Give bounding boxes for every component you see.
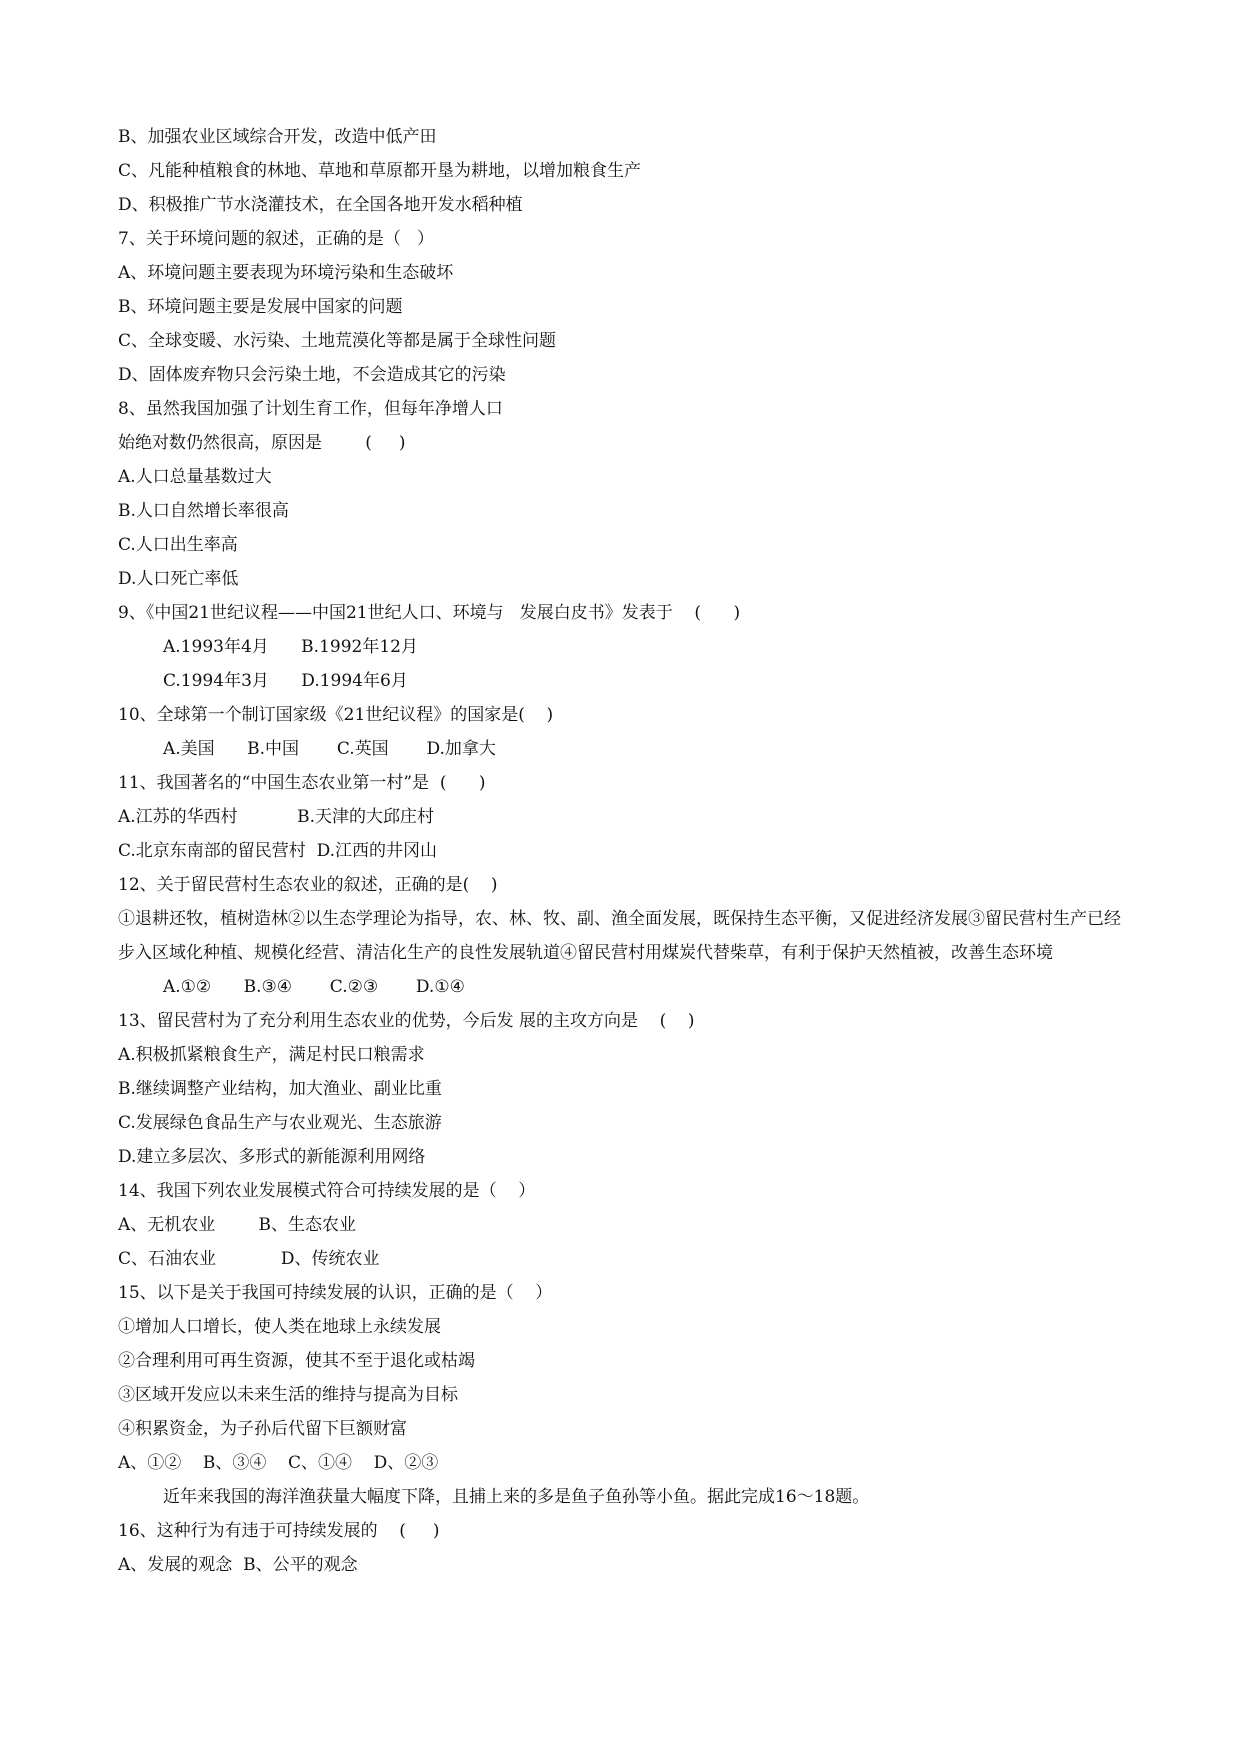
statement-15-4: ④积累资金，为子孙后代留下巨额财富 — [118, 1419, 407, 1439]
option-13b: B.继续调整产业结构，加大渔业、副业比重 — [118, 1079, 442, 1099]
option-13a: A.积极抓紧粮食生产，满足村民口粮需求 — [118, 1045, 425, 1065]
question-16: 16、这种行为有违于可持续发展的 ( ) — [118, 1521, 440, 1541]
passage-16-18: 近年来我国的海洋渔获量大幅度下降，且捕上来的多是鱼子鱼孙等小鱼。据此完成16～18题。 — [163, 1487, 870, 1507]
option-8c: C.人口出生率高 — [118, 535, 238, 555]
options-14-ab: A、无机农业 B、生态农业 — [118, 1215, 356, 1235]
option-6b: B、加强农业区域综合开发，改造中低产田 — [118, 127, 437, 147]
question-9: 9、《中国21世纪议程——中国21世纪人口、环境与 发展白皮书》发表于 ( ) — [118, 603, 741, 623]
statement-15-2: ②合理利用可再生资源，使其不至于退化或枯竭 — [118, 1351, 475, 1371]
options-15: A、①② B、③④ C、①④ D、②③ — [118, 1453, 439, 1473]
options-10: A.美国 B.中国 C.英国 D.加拿大 — [163, 739, 496, 759]
options-12: A.①② B.③④ C.②③ D.①④ — [163, 977, 465, 997]
options-11-cd: C.北京东南部的留民营村 D.江西的井冈山 — [118, 841, 438, 861]
options-14-cd: C、石油农业 D、传统农业 — [118, 1249, 380, 1269]
option-8b: B.人口自然增长率很高 — [118, 501, 289, 521]
document-body — [118, 120, 1128, 1582]
question-13: 13、留民营村为了充分利用生态农业的优势，今后发 展的主攻方向是 ( ) — [118, 1011, 695, 1031]
option-6c: C、凡能种植粮食的林地、草地和草原都开垦为耕地，以增加粮食生产 — [118, 161, 642, 181]
options-11-ab: A.江苏的华西村 B.天津的大邱庄村 — [118, 807, 435, 827]
option-13c: C.发展绿色食品生产与农业观光、生态旅游 — [118, 1113, 442, 1133]
option-7a: A、环境问题主要表现为环境污染和生态破坏 — [118, 263, 454, 283]
options-9-ab: A.1993年4月 B.1992年12月 — [163, 637, 418, 657]
question-10: 10、全球第一个制订国家级《21世纪议程》的国家是( ) — [118, 705, 554, 725]
option-7c: C、全球变暖、水污染、土地荒漠化等都是属于全球性问题 — [118, 331, 557, 351]
option-13d: D.建立多层次、多形式的新能源利用网络 — [118, 1147, 426, 1167]
question-11: 11、我国著名的“中国生态农业第一村”是 ( ) — [118, 773, 486, 793]
question-8-cont: 始绝对数仍然很高，原因是 ( ) — [118, 433, 406, 453]
option-7d: D、固体废弃物只会污染土地，不会造成其它的污染 — [118, 365, 506, 385]
question-8: 8、虽然我国加强了计划生育工作，但每年净增人口 — [118, 399, 503, 419]
options-16-ab: A、发展的观念 B、公平的观念 — [118, 1555, 358, 1575]
statements-12: ①退耕还牧，植树造林②以生态学理论为指导，农、林、牧、副、渔全面发展，既保持生态平衡，又促进经济发展③留民营村生产已经步入区域化种植、规模化经营、清洁化生产的良性发展轨道④留民营村用煤炭代替柴草，有利于保护天然植被，改善生态环境 — [118, 909, 1121, 963]
statement-15-3: ③区域开发应以未来生活的维持与提高为目标 — [118, 1385, 458, 1405]
option-6d: D、积极推广节水浇灌技术，在全国各地开发水稻种植 — [118, 195, 523, 215]
option-7b: B、环境问题主要是发展中国家的问题 — [118, 297, 403, 317]
option-8a: A.人口总量基数过大 — [118, 467, 272, 487]
option-8d: D.人口死亡率低 — [118, 569, 239, 589]
question-14: 14、我国下列农业发展模式符合可持续发展的是（ ） — [118, 1181, 536, 1201]
question-12: 12、关于留民营村生态农业的叙述，正确的是( ) — [118, 875, 498, 895]
statement-15-1: ①增加人口增长，使人类在地球上永续发展 — [118, 1317, 441, 1337]
question-7: 7、关于环境问题的叙述，正确的是（ ） — [118, 229, 435, 249]
question-15: 15、以下是关于我国可持续发展的认识，正确的是（ ） — [118, 1283, 553, 1303]
options-9-cd: C.1994年3月 D.1994年6月 — [163, 671, 408, 691]
